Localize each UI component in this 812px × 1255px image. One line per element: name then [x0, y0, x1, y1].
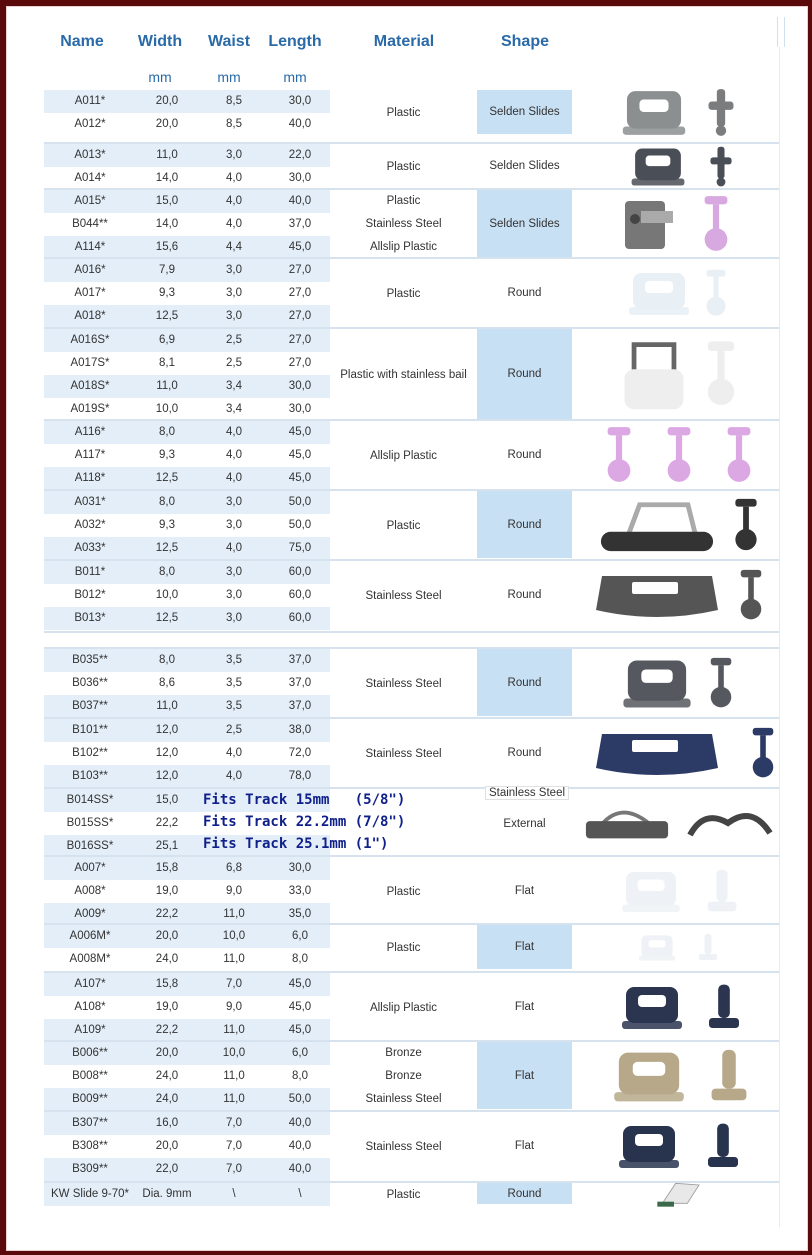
- cell-waist: 4,0: [226, 172, 242, 184]
- cell-waist: 3,5: [226, 654, 242, 666]
- cell-waist: 3,0: [226, 310, 242, 322]
- cell-name: KW Slide 9-70*: [51, 1188, 129, 1200]
- header-shape: Shape: [500, 33, 549, 50]
- round-slug-icon: [703, 266, 729, 327]
- cell-length: 30,0: [288, 403, 312, 415]
- cell-length: 45,0: [288, 449, 312, 461]
- cell-width: 25,1: [155, 840, 179, 852]
- cell-width: 9,3: [159, 449, 175, 461]
- fits-track-note: Fits Track 22.2mm (7/8"): [203, 814, 406, 830]
- cell-width: 10,0: [155, 403, 179, 415]
- cell-width: 15,0: [155, 195, 179, 207]
- cell-waist: 3,0: [226, 612, 242, 624]
- cell-name: A114*: [74, 241, 106, 253]
- cell-length: 45,0: [288, 426, 312, 438]
- cell-waist: 3,0: [226, 264, 242, 276]
- cell-waist: 3,0: [226, 589, 242, 601]
- cell-length: 30,0: [288, 862, 312, 874]
- cell-width: 20,0: [155, 1140, 179, 1152]
- scroll-indicator: [777, 17, 785, 47]
- cell-length: 45,0: [288, 978, 312, 990]
- shape-cell: Flat: [477, 925, 572, 969]
- steel-slide-icon: [617, 194, 677, 261]
- shape-cell: Flat: [514, 884, 535, 897]
- cell-name: A033*: [74, 542, 106, 554]
- material-cell: Stainless Steel: [365, 677, 442, 690]
- cell-length: 45,0: [288, 1001, 312, 1013]
- material-line: Bronze: [385, 1047, 422, 1059]
- shape-cell: Flat: [514, 1000, 535, 1013]
- shape-cell: Selden Slides: [477, 190, 572, 257]
- cell-waist: 4,0: [226, 218, 242, 230]
- cell-width: 12,5: [155, 310, 179, 322]
- cell-width: 15,8: [155, 862, 179, 874]
- cell-length: 6,0: [292, 930, 308, 942]
- cell-length: 45,0: [288, 241, 312, 253]
- cell-name: A018*: [74, 310, 106, 322]
- product-images: [596, 425, 762, 492]
- material-line: Stainless Steel: [365, 218, 442, 230]
- cell-name: B044**: [72, 218, 108, 230]
- cell-waist: 2,5: [226, 334, 242, 346]
- cell-name: A012*: [74, 118, 106, 130]
- material-line: Bronze: [385, 1070, 422, 1082]
- product-images: [615, 868, 743, 921]
- flat-slug-icon: [701, 868, 743, 921]
- product-images: [622, 656, 736, 717]
- cell-width: 11,0: [156, 149, 178, 161]
- shape-cell: Round: [507, 588, 542, 601]
- unit-waist: mm: [217, 69, 241, 85]
- product-images: [629, 266, 729, 327]
- cell-waist: \: [232, 1188, 236, 1200]
- cell-name: B035**: [72, 654, 108, 666]
- shape-cell: Round: [477, 329, 572, 419]
- header-material: Material: [373, 33, 435, 50]
- cell-name: B008**: [72, 1070, 108, 1082]
- cell-length: 8,0: [292, 953, 308, 965]
- cell-length: 40,0: [288, 1140, 312, 1152]
- material-cell: Plastic: [386, 885, 421, 898]
- cell-name: B309**: [72, 1163, 108, 1175]
- cell-name: A017*: [74, 287, 106, 299]
- cell-name: A018S*: [70, 380, 110, 392]
- cell-width: 8,0: [159, 426, 175, 438]
- cell-name: A009*: [74, 908, 106, 920]
- cell-waist: 4,0: [226, 426, 242, 438]
- unit-length: mm: [283, 69, 307, 85]
- material-cell: Allslip Plastic: [369, 449, 438, 462]
- external-slide-icon: [584, 799, 670, 854]
- cell-name: B013*: [74, 612, 106, 624]
- cell-length: 37,0: [288, 700, 312, 712]
- cell-length: 40,0: [288, 118, 312, 130]
- cell-width: 8,1: [159, 357, 175, 369]
- bar-slide-icon: [597, 497, 717, 560]
- material-cell: Plastic with stainless bail: [340, 369, 467, 381]
- cell-waist: 4,0: [226, 542, 242, 554]
- cell-length: 40,0: [288, 1117, 312, 1129]
- product-images: [623, 145, 735, 194]
- material-cell: Stainless Steel: [365, 589, 442, 602]
- cell-width: Dia. 9mm: [142, 1188, 192, 1200]
- cell-length: 60,0: [288, 612, 312, 624]
- cell-length: 27,0: [288, 264, 312, 276]
- cell-width: 20,0: [155, 1047, 179, 1059]
- catalog-page: [6, 6, 808, 1251]
- cell-waist: 4,4: [226, 241, 242, 253]
- cell-length: \: [298, 1188, 302, 1200]
- material-cell: [330, 1042, 477, 1111]
- cell-width: 8,0: [159, 566, 175, 578]
- cell-name: B012*: [74, 589, 106, 601]
- flat-slug-icon: [693, 933, 723, 968]
- round-slug-icon: [596, 425, 642, 492]
- cell-waist: 7,0: [226, 1163, 242, 1175]
- round-slug-icon: [706, 656, 736, 717]
- cell-name: A117*: [74, 449, 106, 461]
- shape-cell: Round: [477, 1183, 572, 1204]
- cell-width: 15,6: [155, 241, 179, 253]
- round-slug-icon: [703, 337, 739, 418]
- cell-name: B009**: [72, 1093, 108, 1105]
- cell-name: A007*: [74, 862, 106, 874]
- cell-length: 72,0: [288, 747, 312, 759]
- fits-track-note: Fits Track 15mm (5/8"): [203, 792, 406, 808]
- flat-steel-slide-icon: [582, 726, 732, 787]
- cell-waist: 7,0: [226, 1117, 242, 1129]
- section-break: [44, 631, 779, 633]
- flat-steel-slide-icon: [592, 568, 722, 629]
- cell-length: 27,0: [288, 357, 312, 369]
- product-images: [612, 1122, 746, 1177]
- cell-waist: 11,0: [223, 908, 245, 920]
- cell-length: 75,0: [288, 542, 312, 554]
- cell-width: 22,0: [155, 1163, 179, 1175]
- header-waist: Waist: [207, 33, 251, 50]
- cell-waist: 3,4: [226, 403, 242, 415]
- material-cell: Plastic: [386, 287, 421, 300]
- round-slug-icon: [746, 726, 780, 787]
- cell-waist: 4,0: [226, 449, 242, 461]
- cell-waist: 3,5: [226, 700, 242, 712]
- cell-width: 8,0: [159, 654, 175, 666]
- cell-waist: 4,0: [226, 472, 242, 484]
- cell-length: 27,0: [288, 310, 312, 322]
- cell-width: 7,9: [159, 264, 175, 276]
- cell-name: A014*: [74, 172, 106, 184]
- cell-width: 22,2: [155, 817, 179, 829]
- cell-name: B011*: [74, 566, 106, 578]
- cell-length: 50,0: [288, 1093, 312, 1105]
- shape-cell: Round: [507, 448, 542, 461]
- cell-waist: 7,0: [226, 978, 242, 990]
- cell-width: 22,2: [155, 908, 179, 920]
- material-line: Stainless Steel: [365, 1093, 442, 1105]
- cell-name: A016*: [74, 264, 106, 276]
- cell-name: B016SS*: [66, 840, 114, 852]
- cell-name: A108*: [74, 1001, 106, 1013]
- cell-name: A006M*: [69, 930, 111, 942]
- plastic-eye-slide-icon: [629, 266, 689, 327]
- cell-name: A107*: [74, 978, 106, 990]
- cell-name: B102**: [72, 747, 108, 759]
- cell-name: A017S*: [70, 357, 110, 369]
- plastic-eye-slide-icon: [635, 933, 679, 968]
- cell-name: B307**: [72, 1117, 108, 1129]
- plastic-eye-slide-icon: [622, 656, 692, 717]
- cell-name: B103**: [72, 770, 108, 782]
- plastic-eye-slide-icon: [614, 983, 690, 1038]
- round-slug-icon: [691, 194, 741, 261]
- shape-cell: Round: [477, 491, 572, 558]
- flat-slug-icon: [700, 1122, 746, 1177]
- right-divider: [779, 47, 780, 1227]
- cell-length: 60,0: [288, 566, 312, 578]
- product-images: [619, 337, 739, 418]
- product-images: [597, 497, 761, 560]
- cell-length: 30,0: [288, 172, 312, 184]
- cell-waist: 3,5: [226, 677, 242, 689]
- cell-width: 16,0: [155, 1117, 179, 1129]
- cell-name: A116*: [74, 426, 106, 438]
- material-cell: Stainless Steel: [365, 1140, 442, 1153]
- cell-name: B308**: [72, 1140, 108, 1152]
- fits-track-note: Fits Track 25.1mm (1"): [203, 836, 389, 852]
- plastic-eye-slide-icon: [606, 1048, 692, 1111]
- cell-waist: 10,0: [222, 1047, 246, 1059]
- cell-length: 33,0: [288, 885, 312, 897]
- cell-waist: 2,5: [226, 724, 242, 736]
- cell-length: 27,0: [288, 287, 312, 299]
- cell-length: 38,0: [288, 724, 312, 736]
- shape-cell: Selden Slides: [489, 160, 560, 172]
- cell-name: A008*: [74, 885, 106, 897]
- material-cell: Allslip Plastic: [369, 1001, 438, 1014]
- cell-width: 19,0: [155, 1001, 179, 1013]
- shape-cell: External: [503, 818, 546, 830]
- cell-waist: 7,0: [226, 1140, 242, 1152]
- cell-length: 22,0: [288, 149, 312, 161]
- product-images: [619, 87, 739, 144]
- cell-name: B037**: [72, 700, 108, 712]
- cell-width: 15,0: [155, 794, 179, 806]
- shape-cell: Selden Slides: [477, 90, 572, 134]
- cell-waist: 11,0: [223, 1024, 245, 1036]
- shape-cell: Round: [507, 746, 542, 759]
- product-images: [582, 726, 780, 787]
- header-width: Width: [137, 33, 183, 50]
- cell-width: 24,0: [155, 1093, 179, 1105]
- cell-length: 30,0: [288, 95, 312, 107]
- cell-width: 24,0: [155, 1070, 179, 1082]
- cell-length: 27,0: [288, 334, 312, 346]
- material-cell: Plastic: [386, 1188, 421, 1201]
- cell-waist: 10,0: [222, 930, 246, 942]
- cell-length: 37,0: [288, 218, 312, 230]
- cell-name: B006**: [72, 1047, 108, 1059]
- plastic-eye-slide-icon: [612, 1122, 686, 1177]
- t-slug-icon: [707, 145, 735, 194]
- cell-name: B015SS*: [66, 817, 114, 829]
- round-slug-icon: [731, 497, 761, 560]
- cell-width: 20,0: [155, 95, 179, 107]
- material-cell: [330, 190, 477, 259]
- cell-name: A011*: [74, 95, 106, 107]
- material-cell: Plastic: [386, 942, 421, 954]
- shape-cell: Flat: [514, 1139, 535, 1152]
- cell-name: A031*: [74, 496, 106, 508]
- cell-waist: 3,0: [226, 287, 242, 299]
- cell-width: 20,0: [155, 930, 179, 942]
- cell-width: 6,9: [159, 334, 175, 346]
- cell-width: 20,0: [155, 118, 179, 130]
- product-images: [584, 799, 774, 854]
- kw-slide-icon: [654, 1178, 704, 1217]
- cell-name: A008M*: [69, 953, 111, 965]
- cell-width: 24,0: [155, 953, 179, 965]
- cell-name: A118*: [74, 472, 106, 484]
- cell-length: 78,0: [288, 770, 312, 782]
- cell-width: 10,0: [155, 589, 179, 601]
- material-cell: Plastic: [386, 107, 421, 119]
- cell-waist: 4,0: [226, 747, 242, 759]
- cell-waist: 9,0: [226, 1001, 242, 1013]
- cell-length: 40,0: [288, 1163, 312, 1175]
- cell-length: 6,0: [292, 1047, 308, 1059]
- cell-length: 30,0: [288, 380, 312, 392]
- cell-width: 22,2: [155, 1024, 179, 1036]
- cell-waist: 3,0: [226, 149, 242, 161]
- cell-length: 8,0: [292, 1070, 308, 1082]
- cell-waist: 2,5: [226, 357, 242, 369]
- material-cell: Plastic: [386, 161, 421, 173]
- cell-length: 50,0: [288, 496, 312, 508]
- cell-width: 12,0: [155, 747, 179, 759]
- cell-name: A016S*: [70, 334, 110, 346]
- product-images: [654, 1178, 704, 1217]
- cell-width: 9,3: [159, 519, 175, 531]
- cell-waist: 11,0: [223, 1070, 245, 1082]
- product-images: [617, 194, 741, 261]
- cell-waist: 8,5: [226, 95, 242, 107]
- t-slug-icon: [703, 87, 739, 144]
- cell-width: 14,0: [155, 218, 179, 230]
- product-images: [635, 933, 723, 968]
- cell-length: 37,0: [288, 677, 312, 689]
- unit-width: mm: [148, 69, 172, 85]
- cell-waist: 3,4: [226, 380, 242, 392]
- round-slug-icon: [656, 425, 702, 492]
- cell-length: 45,0: [288, 472, 312, 484]
- external-material-label: Stainless Steel: [485, 786, 569, 800]
- cell-width: 12,0: [155, 724, 179, 736]
- shape-cell: Round: [477, 649, 572, 716]
- plastic-eye-slide-icon: [623, 145, 693, 194]
- bail-slide-icon: [619, 337, 689, 418]
- cell-width: 15,8: [155, 978, 179, 990]
- cell-width: 12,5: [155, 612, 179, 624]
- plastic-eye-slide-icon: [615, 868, 687, 921]
- cell-waist: 4,0: [226, 770, 242, 782]
- cell-width: 11,0: [156, 380, 178, 392]
- shape-cell: Flat: [477, 1042, 572, 1109]
- cell-width: 14,0: [155, 172, 179, 184]
- cell-waist: 11,0: [223, 953, 245, 965]
- material-line: Allslip Plastic: [369, 241, 438, 253]
- shape-cell: Round: [507, 286, 542, 299]
- cell-waist: 9,0: [226, 885, 242, 897]
- cell-length: 45,0: [288, 1024, 312, 1036]
- cell-width: 11,0: [156, 700, 178, 712]
- cell-width: 12,5: [155, 542, 179, 554]
- plastic-eye-slide-icon: [619, 87, 689, 144]
- cell-width: 12,5: [155, 472, 179, 484]
- cell-length: 35,0: [288, 908, 312, 920]
- product-images: [614, 983, 744, 1038]
- round-slug-icon: [716, 425, 762, 492]
- cell-name: A032*: [74, 519, 106, 531]
- cell-name: B101**: [72, 724, 108, 736]
- cell-length: 50,0: [288, 519, 312, 531]
- cell-waist: 8,5: [226, 118, 242, 130]
- cell-waist: 4,0: [226, 195, 242, 207]
- cell-width: 12,0: [155, 770, 179, 782]
- cell-waist: 3,0: [226, 519, 242, 531]
- cell-name: B014SS*: [66, 794, 114, 806]
- cell-waist: 6,8: [226, 862, 242, 874]
- cell-length: 60,0: [288, 589, 312, 601]
- cell-name: A013*: [74, 149, 106, 161]
- flat-slug-icon: [706, 1048, 752, 1111]
- cell-name: A019S*: [70, 403, 110, 415]
- cell-width: 8,0: [159, 496, 175, 508]
- cell-width: 19,0: [155, 885, 179, 897]
- cell-width: 8,6: [159, 677, 175, 689]
- header-name: Name: [60, 33, 104, 50]
- product-images: [606, 1048, 752, 1111]
- material-cell: Stainless Steel: [365, 747, 442, 760]
- flat-slug-icon: [704, 983, 744, 1038]
- cell-length: 40,0: [288, 195, 312, 207]
- cell-name: B036**: [72, 677, 108, 689]
- cell-name: A015*: [74, 195, 106, 207]
- material-line: Plastic: [386, 195, 421, 207]
- cell-waist: 3,0: [226, 496, 242, 508]
- external-clip-icon: [684, 799, 774, 854]
- cell-waist: 3,0: [226, 566, 242, 578]
- cell-waist: 11,0: [223, 1093, 245, 1105]
- cell-width: 9,3: [159, 287, 175, 299]
- header-length: Length: [268, 33, 322, 50]
- round-slug-icon: [736, 568, 766, 629]
- product-images: [592, 568, 766, 629]
- cell-length: 37,0: [288, 654, 312, 666]
- cell-name: A109*: [74, 1024, 106, 1036]
- material-cell: Plastic: [386, 519, 421, 532]
